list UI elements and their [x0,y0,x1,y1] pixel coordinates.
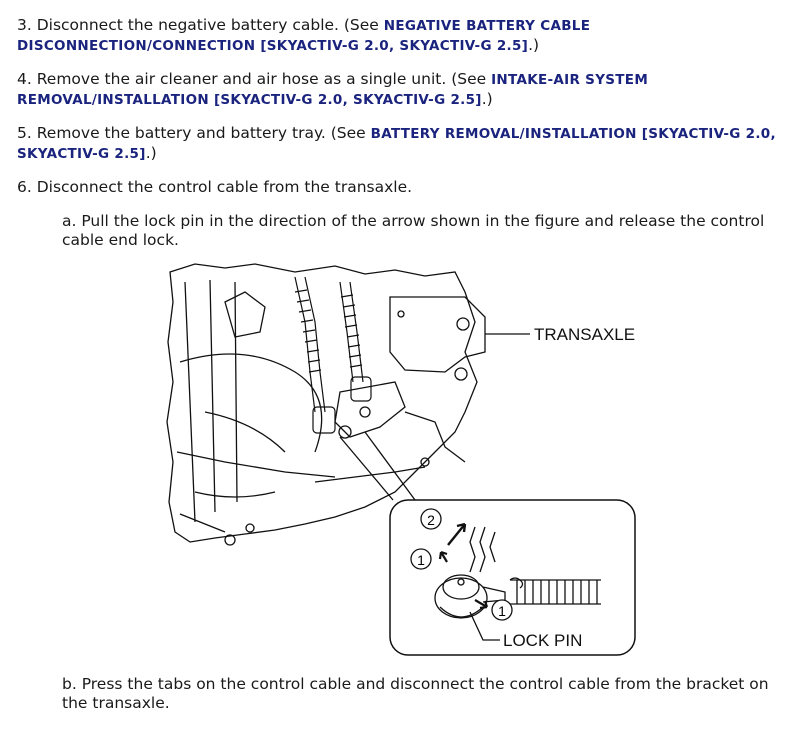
substep-b: b. Press the tabs on the control cable and disconnect the control cable from the bracket on the transaxle. [62,675,769,712]
step-4-link[interactable]: INTAKE-AIR SYSTEM REMOVAL/INSTALLATION [SKYACTIV-G 2.0, SKYACTIV-G 2.5] [17,72,649,108]
step-4-suffix: .) [481,90,493,108]
step-4 [17,70,787,110]
callout-1b: 1 [498,603,506,619]
transaxle-bracket [335,297,485,466]
step-4-text: 4. Remove the air cleaner and air hose as a single unit. (See [17,70,492,88]
step-3-text: 3. Disconnect the negative battery cable. (See [17,16,384,34]
step-5-text: 5. Remove the battery and battery tray. (See [17,124,371,142]
transaxle-label: TRANSAXLE [534,325,636,344]
callout-2: 2 [427,512,435,528]
step-3 [17,16,787,56]
transaxle-figure [165,262,645,662]
callout-1a: 1 [417,552,425,568]
lock-pin-label: LOCK PIN [503,631,583,650]
step-5 [17,124,787,164]
step-5-link[interactable]: BATTERY REMOVAL/INSTALLATION [SKYACTIV-G 2.0, SKYACTIV-G 2.5] [17,126,776,162]
step-3-link[interactable]: NEGATIVE BATTERY CABLE DISCONNECTION/CONNECTION [SKYACTIV-G 2.0, SKYACTIV-G 2.5] [17,18,591,54]
control-cables [295,277,371,433]
detail-pointer [340,432,415,500]
step-6: 6. Disconnect the control cable from the transaxle. [17,178,413,196]
substep-a: a. Pull the lock pin in the direction of the arrow shown in the figure and release the control cable end lock. [62,212,765,249]
step-3-suffix: .) [528,36,540,54]
step-5-suffix: .) [145,144,157,162]
